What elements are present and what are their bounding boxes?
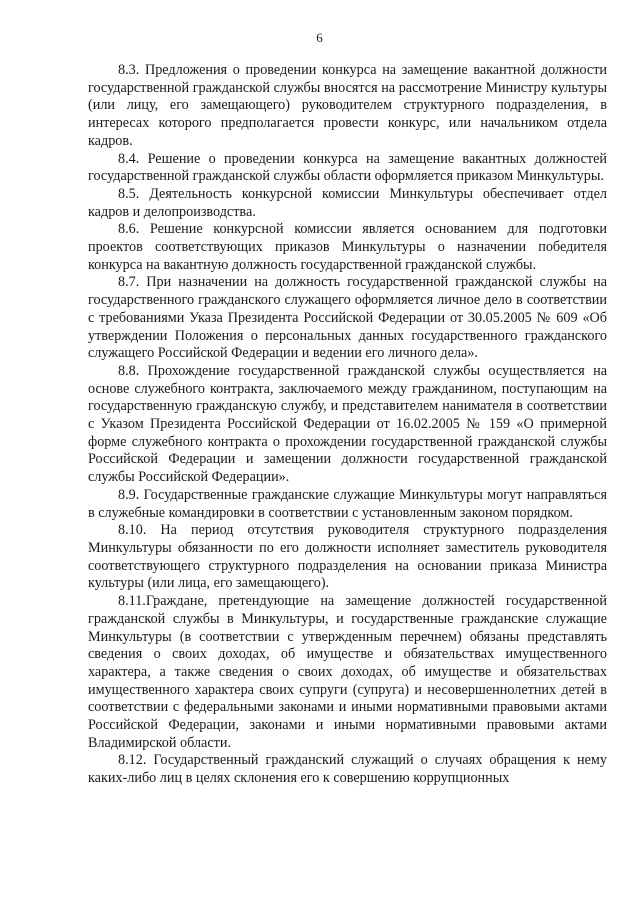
paragraph-8-6: 8.6. Решение конкурсной комиссии является основанием для подготовки проектов соответствующих приказов Минкультуры о назначении победителя конкурса на вакантную должность государственной гражданской службы. (88, 221, 607, 273)
paragraph-8-12: 8.12. Государственный гражданский служащий о случаях обращения к нему каких-либо лиц в целях склонения его к совершению коррупционных (88, 752, 607, 787)
document-body (88, 62, 607, 788)
paragraph-8-3: 8.3. Предложения о проведении конкурса на замещение вакантной должности государственной гражданской службы вносятся на рассмотрение Министру культуры (или лицу, его замещающего) руководителем структурного подразделения, в интересах которого предполагается провести конкурс, или начальником отдела кадров. (88, 62, 607, 149)
paragraph-8-4: 8.4. Решение о проведении конкурса на замещение вакантных должностей государственной гражданской службы области оформляется приказом Минкультуры. (88, 150, 607, 185)
page-number: 6 (316, 30, 323, 45)
paragraph-8-10: 8.10. На период отсутствия руководителя структурного подразделения Минкультуры обязанности по его должности исполняет заместитель руководителя соответствующего структурного подразделения на основании приказа Министра культуры (или лица, его замещающего). (88, 522, 607, 592)
paragraph-8-8: 8.8. Прохождение государственной гражданской службы осуществляется на основе служебного контракта, заключаемого между гражданином, поступающим на государственную гражданскую службу, и представителем нанимателя в соответствии с Указом Президента Российской Федерации от 16.02.2005 № 159 «О примерной форме служебного контракта о прохождении государственной гражданской службы Российской Федерации и замещении должности государственной гражданской службы Российской Федерации». (88, 362, 607, 486)
paragraph-8-5: 8.5. Деятельность конкурсной комиссии Минкультуры обеспечивает отдел кадров и делопроизводства. (88, 185, 607, 220)
paragraph-8-9: 8.9. Государственные гражданские служащие Минкультуры могут направляться в служебные командировки в соответствии с установленным законом порядком. (88, 486, 607, 521)
paragraph-8-11: 8.11.Граждане, претендующие на замещение должностей государственной гражданской службы в Минкультуры, и государственные гражданские служащие Минкультуры (в соответствии с утвержденным перечнем) обязаны представлять сведения о своих доходах, об имуществе и обязательствах имущественного характера, а также сведения о своих доходах, об имуществе и обязательствах имущественного характера своих супруги (супруга) и несовершеннолетних детей в соответствии с федеральными законами и иными нормативными правовыми актами Российской Федерации, законами и иными нормативными правовыми актами Владимирской области. (88, 593, 607, 751)
paragraph-8-7: 8.7. При назначении на должность государственной гражданской службы на государственного гражданского служащего оформляется личное дело в соответствии с требованиями Указа Президента Российской Федерации от 30.05.2005 № 609 «Об утверждении Положения о персональных данных государственного гражданского служащего Российской Федерации и ведении его личного дела». (88, 274, 607, 362)
